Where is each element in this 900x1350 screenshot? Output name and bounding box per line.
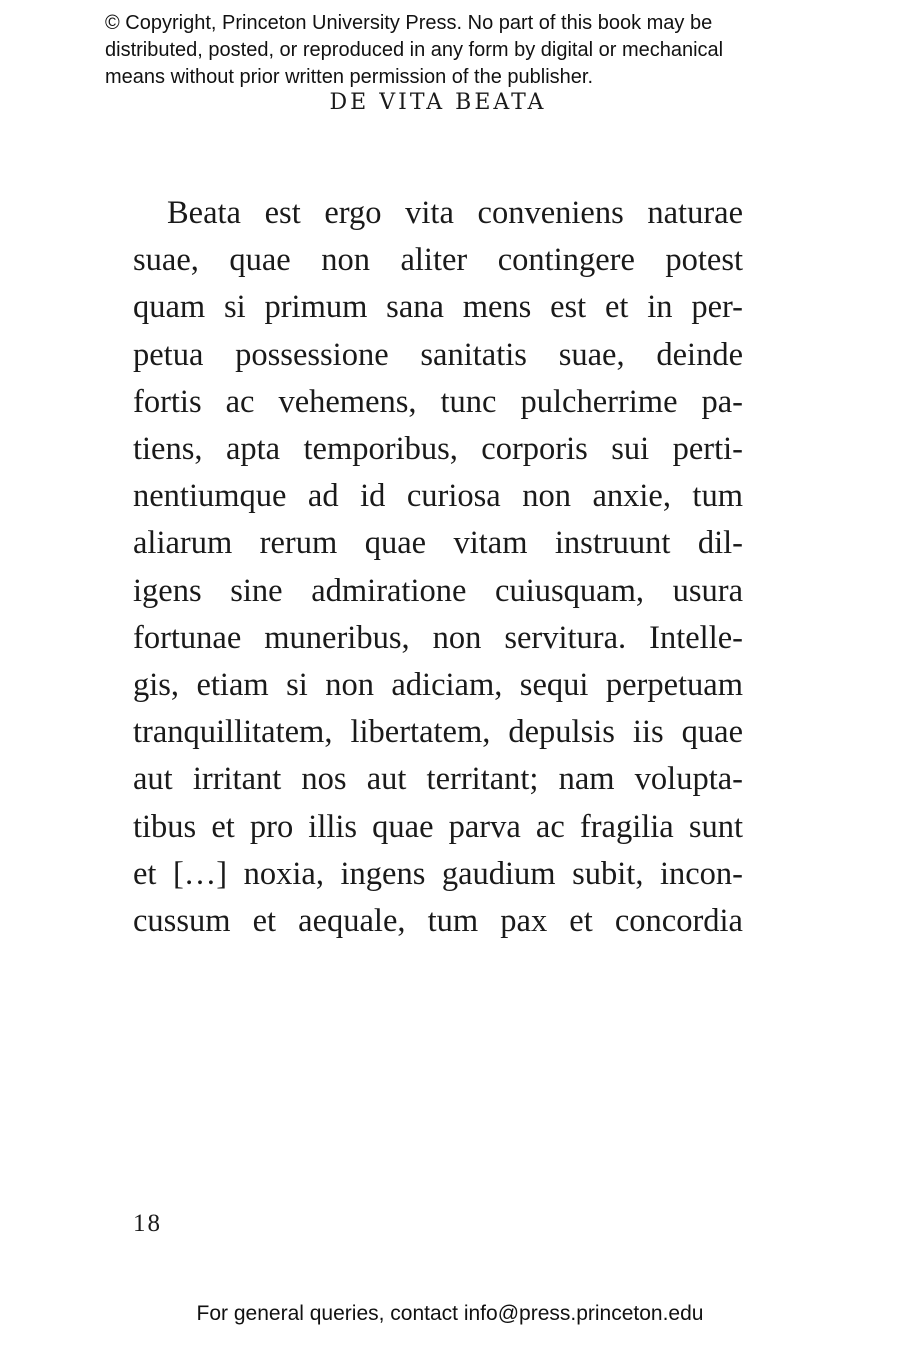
body-line: igens sine admiratione cuiusquam, usura xyxy=(133,572,743,609)
body-line: nentiumque ad id curiosa non anxie, tum xyxy=(133,478,743,515)
body-line: Beata est ergo vita conveniens naturae xyxy=(167,195,743,231)
body-line: quam si primum sana mens est et in per- xyxy=(133,289,743,326)
body-line: tiens, apta temporibus, corporis sui perti- xyxy=(133,431,743,468)
copyright-line: © Copyright, Princeton University Press. No part of this book may be xyxy=(105,12,713,34)
body-line: fortis ac vehemens, tunc pulcherrime pa- xyxy=(133,383,743,420)
copyright-line: distributed, posted, or reproduced in any form by digital or mechanical xyxy=(105,39,724,61)
body-line: cussum et aequale, tum pax et concordia xyxy=(133,903,743,940)
page-number: 18 xyxy=(133,1210,162,1237)
copyright-line: means without prior written permission of the publisher. xyxy=(105,66,594,88)
body-line: fortunae muneribus, non servitura. Intelle- xyxy=(133,619,743,656)
copyright-notice xyxy=(105,10,825,91)
body-line: et […] noxia, ingens gaudium subit, incon- xyxy=(133,855,743,892)
body-line: suae, quae non aliter contingere potest xyxy=(133,242,743,279)
body-line: petua possessione sanitatis suae, deinde xyxy=(133,336,743,373)
body-line: tibus et pro illis quae parva ac fragilia sunt xyxy=(133,808,743,845)
body-paragraph xyxy=(133,190,743,945)
body-line: aliarum rerum quae vitam instruunt dil- xyxy=(133,525,743,562)
body-line: gis, etiam si non adiciam, sequi perpetuam xyxy=(133,667,743,704)
footer-contact: For general queries, contact info@press.princeton.edu xyxy=(196,1302,704,1325)
body-line: aut irritant nos aut territant; nam volupta- xyxy=(133,761,743,798)
body-line: tranquillitatem, libertatem, depulsis iis quae xyxy=(133,714,743,751)
running-head: DE VITA BEATA xyxy=(329,90,547,115)
